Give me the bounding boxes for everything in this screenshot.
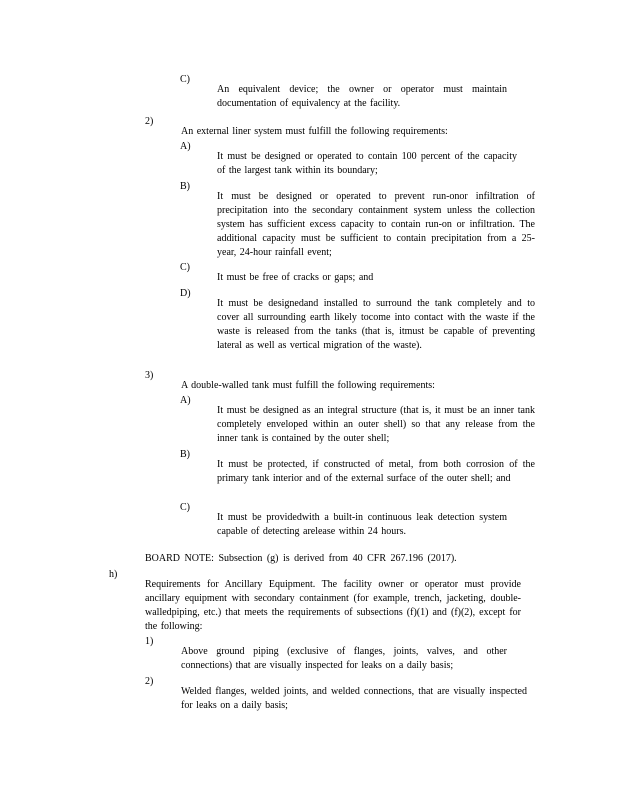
item-label: A)	[180, 395, 191, 406]
item-label: 1)	[145, 636, 154, 647]
item-label: A)	[180, 141, 191, 152]
item-label: B)	[180, 449, 190, 460]
item-text: Requirements for Ancillary Equipment. The facility owner or operator must provide ancillary equipment with secondary containment (for example, trench, jacketing, double-walledpiping, etc.) that meets the requirements of subsections (f)(1) and (f)(2), except for the following:	[145, 579, 521, 632]
item-label: h)	[109, 569, 118, 580]
item-text: It must be designed or operated to prevent run-onor infiltration of precipitation into the secondary containment system unless the collection system has sufficient excess capacity to contain run-on or infiltration. The additional capacity must be sufficient to contain precipitation from a 25-year, 24-hour rainfall event;	[217, 191, 535, 258]
item-label: B)	[180, 181, 190, 192]
item-text: It must be free of cracks or gaps; and	[217, 272, 374, 283]
item-label: C)	[180, 262, 190, 273]
item-text: Welded flanges, welded joints, and welded connections, that are visually inspected for leaks on a daily basis;	[181, 686, 527, 711]
item-label: 3)	[145, 370, 154, 381]
item-label: D)	[180, 288, 191, 299]
item-text: A double-walled tank must fulfill the following requirements:	[181, 380, 435, 391]
item-text: It must be providedwith a built-in continuous leak detection system capable of detecting arelease within 24 hours.	[217, 512, 507, 537]
item-text: An equivalent device; the owner or operator must maintain documentation of equivalency at the facility.	[217, 84, 507, 109]
item-label: 2)	[145, 116, 154, 127]
item-text: It must be protected, if constructed of metal, from both corrosion of the primary tank interior and of the external surface of the outer shell; and	[217, 459, 535, 484]
item-label: C)	[180, 502, 190, 513]
item-text: It must be designedand installed to surround the tank completely and to cover all surrounding earth likely tocome into contact with the waste if the waste is released from the tanks (that is, itmust be capable of preventing lateral as well as vertical migration of the waste).	[217, 298, 535, 351]
item-text: It must be designed as an integral structure (that is, it must be an inner tank completely enveloped within an outer shell) so that any release from the inner tank is contained by the outer shell;	[217, 405, 535, 444]
item-text: An external liner system must fulfill the following requirements:	[181, 126, 448, 137]
item-label: C)	[180, 74, 190, 85]
board-note: BOARD NOTE: Subsection (g) is derived from 40 CFR 267.196 (2017).	[145, 553, 457, 564]
item-text: It must be designed or operated to contain 100 percent of the capacity of the largest tank within its boundary;	[217, 151, 517, 176]
item-label: 2)	[145, 676, 154, 687]
item-text: Above ground piping (exclusive of flanges, joints, valves, and other connections) that are visually inspected for leaks on a daily basis;	[181, 646, 507, 671]
